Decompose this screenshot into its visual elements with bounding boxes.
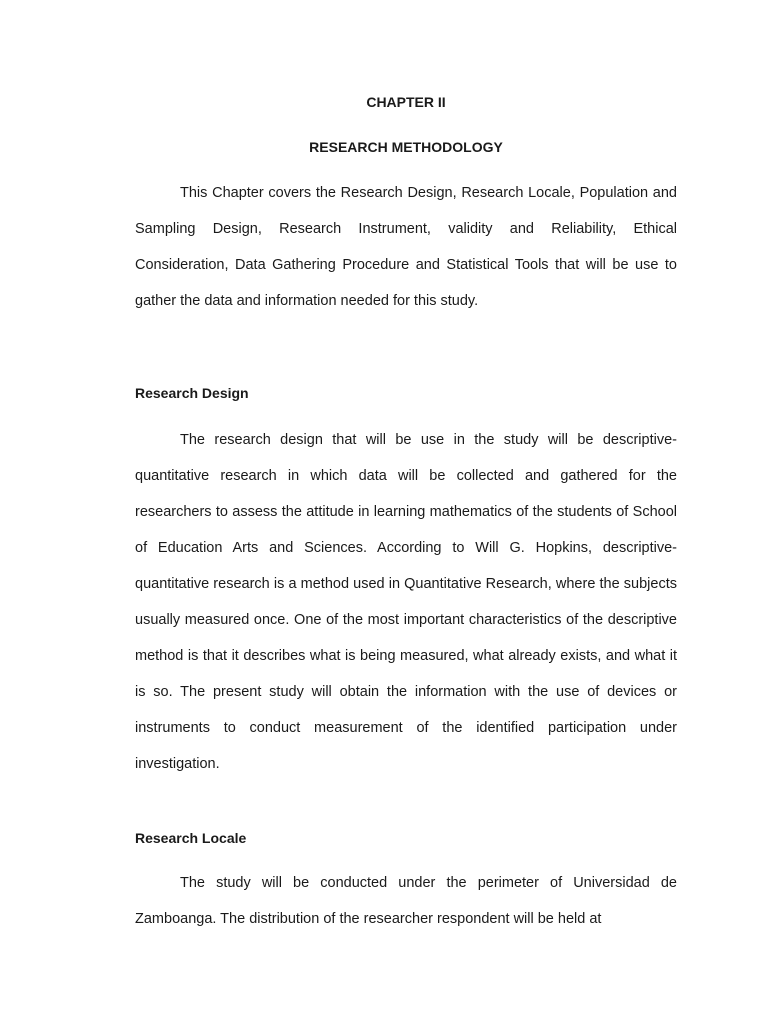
intro-paragraph: This Chapter covers the Research Design, Research Locale, Population and Sampling Design, Research Instrument, validity and Reliability, Ethical Consideration, Data Gathering Procedure and Statistical Tools that will be use to gather the data and information needed for this study. [135,185,677,309]
research-locale-paragraph: The study will be conducted under the perimeter of Universidad de Zamboanga. The distribution of the researcher respondent will be held at [135,875,677,927]
chapter-number: CHAPTER II [366,94,446,110]
section-heading-research-design: Research Design [135,385,249,401]
chapter-title: RESEARCH METHODOLOGY [309,139,503,155]
section-heading-research-locale: Research Locale [135,830,247,846]
research-design-paragraph: The research design that will be use in the study will be descriptive-quantitative research in which data will be collected and gathered for the researchers to assess the attitude in learning mathematics of the students of School of Education Arts and Sciences. According to Will G. Hopkins, descriptive-quantitative research is a method used in Quantitative Research, where the subjects usually measured once. One of the most important characteristics of the descriptive method is that it describes what is being measured, what already exists, and what it is so. The present study will obtain the information with the use of devices or instruments to conduct measurement of the identified participation under investigation. [135,432,677,772]
